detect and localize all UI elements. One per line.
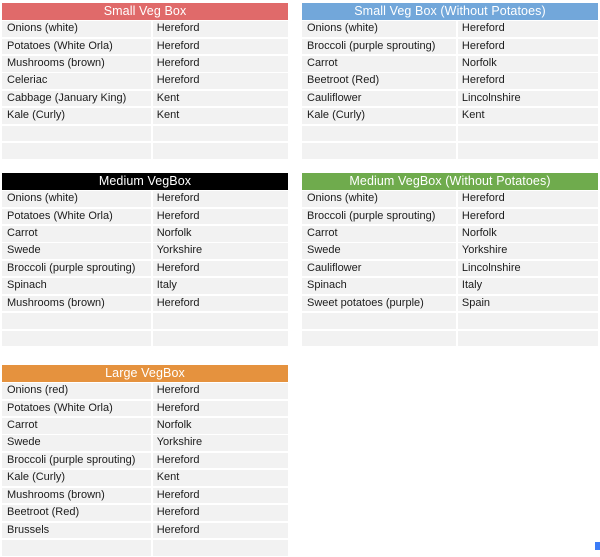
origin-cell: Hereford	[153, 39, 288, 55]
table-body	[2, 191, 288, 346]
origin-cell: Norfolk	[458, 56, 598, 72]
item-cell: Potatoes (White Orla)	[2, 401, 151, 417]
item-cell: Mushrooms (brown)	[2, 296, 151, 312]
origin-cell: Kent	[153, 91, 288, 107]
origin-cell: Yorkshire	[153, 435, 288, 451]
item-cell: Kale (Curly)	[2, 108, 151, 124]
origin-cell: Hereford	[153, 56, 288, 72]
table-title: Medium VegBox (Without Potatoes)	[349, 174, 551, 189]
table-title: Small Veg Box	[103, 4, 187, 19]
table-title: Medium VegBox	[98, 174, 192, 189]
item-cell	[302, 126, 456, 142]
item-cell	[302, 331, 456, 347]
table-row	[302, 296, 598, 312]
origin-cell	[153, 331, 288, 347]
origin-cell: Hereford	[153, 296, 288, 312]
table-row	[2, 21, 288, 37]
table-row	[302, 243, 598, 259]
table-row	[2, 209, 288, 225]
table-row	[2, 191, 288, 207]
item-cell	[302, 143, 456, 159]
item-cell: Swede	[2, 243, 151, 259]
table-body	[302, 191, 598, 346]
item-cell: Carrot	[2, 226, 151, 242]
table-header	[2, 365, 288, 382]
origin-cell	[458, 143, 598, 159]
table-row	[2, 73, 288, 89]
item-cell: Beetroot (Red)	[2, 505, 151, 521]
item-cell	[2, 143, 151, 159]
item-cell: Kale (Curly)	[302, 108, 456, 124]
item-cell: Cauliflower	[302, 91, 456, 107]
table-row-empty	[2, 540, 288, 556]
table-row-empty	[2, 331, 288, 347]
origin-cell: Hereford	[153, 21, 288, 37]
origin-cell	[458, 331, 598, 347]
origin-cell	[458, 313, 598, 329]
table-title: Large VegBox	[105, 366, 185, 381]
item-cell: Spinach	[302, 278, 456, 294]
item-cell: Mushrooms (brown)	[2, 488, 151, 504]
table-row	[2, 453, 288, 469]
item-cell: Swede	[2, 435, 151, 451]
origin-cell: Yorkshire	[153, 243, 288, 259]
item-cell: Onions (white)	[2, 191, 151, 207]
item-cell: Onions (white)	[302, 191, 456, 207]
item-cell: Sweet potatoes (purple)	[302, 296, 456, 312]
table-row-empty	[302, 331, 598, 347]
item-cell: Beetroot (Red)	[302, 73, 456, 89]
item-cell: Cabbage (January King)	[2, 91, 151, 107]
item-cell: Potatoes (White Orla)	[2, 209, 151, 225]
table-row	[2, 418, 288, 434]
item-cell	[2, 126, 151, 142]
table-medium-vegbox-without-potatoes	[302, 173, 598, 348]
item-cell: Broccoli (purple sprouting)	[2, 261, 151, 277]
origin-cell: Lincolnshire	[458, 91, 598, 107]
table-small-veg-box	[2, 3, 288, 161]
table-row	[302, 226, 598, 242]
origin-cell: Spain	[458, 296, 598, 312]
origin-cell: Hereford	[153, 73, 288, 89]
origin-cell: Hereford	[153, 505, 288, 521]
origin-cell: Kent	[153, 108, 288, 124]
item-cell: Kale (Curly)	[2, 470, 151, 486]
item-cell	[2, 331, 151, 347]
origin-cell: Yorkshire	[458, 243, 598, 259]
origin-cell: Italy	[153, 278, 288, 294]
table-row-empty	[2, 143, 288, 159]
table-body	[2, 21, 288, 159]
item-cell	[2, 313, 151, 329]
table-row	[302, 56, 598, 72]
origin-cell: Norfolk	[153, 418, 288, 434]
table-row	[2, 226, 288, 242]
origin-cell: Hereford	[458, 191, 598, 207]
item-cell: Celeriac	[2, 73, 151, 89]
table-row-empty	[302, 143, 598, 159]
origin-cell: Hereford	[153, 401, 288, 417]
item-cell: Carrot	[2, 418, 151, 434]
table-row	[2, 523, 288, 539]
origin-cell: Hereford	[153, 383, 288, 399]
table-row	[2, 91, 288, 107]
origin-cell	[458, 126, 598, 142]
origin-cell: Hereford	[153, 261, 288, 277]
origin-cell: Lincolnshire	[458, 261, 598, 277]
item-cell: Carrot	[302, 56, 456, 72]
table-small-veg-box-without-potatoes	[302, 3, 598, 161]
item-cell: Mushrooms (brown)	[2, 56, 151, 72]
blue-corner-marker	[595, 542, 600, 550]
origin-cell: Hereford	[153, 488, 288, 504]
table-row	[2, 56, 288, 72]
origin-cell: Hereford	[153, 209, 288, 225]
item-cell: Carrot	[302, 226, 456, 242]
item-cell: Onions (red)	[2, 383, 151, 399]
origin-cell: Hereford	[458, 39, 598, 55]
table-row	[2, 488, 288, 504]
origin-cell: Kent	[458, 108, 598, 124]
item-cell: Swede	[302, 243, 456, 259]
item-cell: Brussels	[2, 523, 151, 539]
table-body	[302, 21, 598, 159]
table-row	[2, 39, 288, 55]
origin-cell	[153, 313, 288, 329]
table-row	[2, 108, 288, 124]
origin-cell: Hereford	[153, 191, 288, 207]
table-row-empty	[302, 126, 598, 142]
origin-cell: Hereford	[458, 21, 598, 37]
table-row	[2, 470, 288, 486]
table-row	[2, 401, 288, 417]
item-cell: Potatoes (White Orla)	[2, 39, 151, 55]
table-row	[302, 91, 598, 107]
table-row	[302, 261, 598, 277]
item-cell	[2, 540, 151, 556]
origin-cell: Hereford	[153, 523, 288, 539]
origin-cell: Kent	[153, 470, 288, 486]
item-cell: Broccoli (purple sprouting)	[302, 39, 456, 55]
item-cell: Broccoli (purple sprouting)	[2, 453, 151, 469]
table-row	[302, 73, 598, 89]
table-row	[302, 278, 598, 294]
table-row	[2, 505, 288, 521]
table-row	[302, 209, 598, 225]
origin-cell: Italy	[458, 278, 598, 294]
item-cell	[302, 313, 456, 329]
origin-cell: Norfolk	[458, 226, 598, 242]
origin-cell	[153, 126, 288, 142]
table-row	[2, 296, 288, 312]
table-medium-vegbox	[2, 173, 288, 348]
table-row-empty	[302, 313, 598, 329]
table-header	[302, 173, 598, 190]
item-cell: Spinach	[2, 278, 151, 294]
table-body	[2, 383, 288, 556]
table-row	[2, 435, 288, 451]
origin-cell: Norfolk	[153, 226, 288, 242]
origin-cell: Hereford	[153, 453, 288, 469]
table-title: Small Veg Box (Without Potatoes)	[354, 4, 546, 19]
table-row	[302, 108, 598, 124]
table-row-empty	[2, 313, 288, 329]
table-row	[302, 191, 598, 207]
item-cell: Onions (white)	[302, 21, 456, 37]
origin-cell	[153, 143, 288, 159]
item-cell: Onions (white)	[2, 21, 151, 37]
origin-cell: Hereford	[458, 73, 598, 89]
table-row	[302, 21, 598, 37]
table-header	[2, 3, 288, 20]
table-header	[302, 3, 598, 20]
table-row	[2, 243, 288, 259]
origin-cell: Hereford	[458, 209, 598, 225]
table-large-vegbox	[2, 365, 288, 557]
origin-cell	[153, 540, 288, 556]
item-cell: Cauliflower	[302, 261, 456, 277]
table-row-empty	[2, 126, 288, 142]
table-row	[302, 39, 598, 55]
table-row	[2, 383, 288, 399]
table-header	[2, 173, 288, 190]
table-row	[2, 278, 288, 294]
table-row	[2, 261, 288, 277]
item-cell: Broccoli (purple sprouting)	[302, 209, 456, 225]
